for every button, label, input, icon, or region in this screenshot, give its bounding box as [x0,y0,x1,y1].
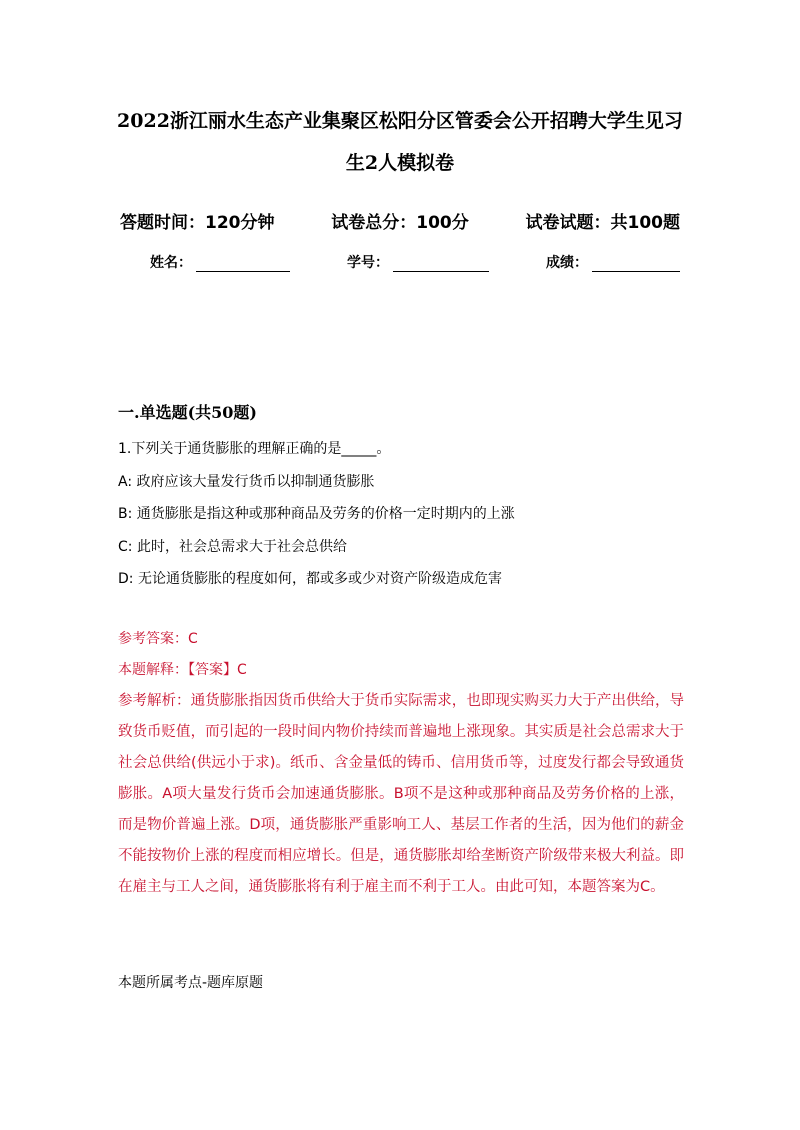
reference-answer: 参考答案：C [118,631,198,647]
student-id-label: 学号： [347,255,389,271]
exam-total-score: 试卷总分：100分 [331,213,469,233]
exam-meta [120,208,680,233]
name-field [150,252,290,272]
name-label: 姓名： [150,255,192,271]
exam-time: 答题时间：120分钟 [120,213,275,233]
answer-analysis: 参考解析：通货膨胀指因货币供给大于货币实际需求，也即现实购买力大于产出供给，导致货币贬值，而引起的一段时间内物价持续而普遍地上涨现象。其实质是社会总需求大于社会总供给(供远小于求)。纸币、含金量低的铸币、信用货币等，过度发行都会导致通货膨胀。A项大量发行货币会加速通货膨胀。B项不是这种或那种商品及劳务价格的上涨，而是物价普遍上涨。D项，通货膨胀严重影响工人、基层工作者的生活，因为他们的薪金不能按物价上涨的程度而相应增长。但是，通货膨胀却给垄断资产阶级带来极大利益。即在雇主与工人之间，通货膨胀将有利于雇主而不利于工人。由此可知，本题答案为C。 [118,693,684,895]
exam-title-line-2: 生2人模拟卷 [345,152,455,174]
option-a: A: 政府应该大量发行货币以抑制通货膨胀 [118,474,375,490]
score-field [546,252,680,272]
answer-explanation: 本题解释：【答案】C [118,662,247,678]
score-blank [592,255,680,272]
score-label: 成绩： [546,255,588,271]
topic-note: 本题所属考点-题库原题 [118,975,264,991]
section-heading: 一.单选题(共50题) [118,403,257,422]
exam-question-count: 试卷试题：共100题 [525,213,680,233]
option-c: C: 此时，社会总需求大于社会总供给 [118,539,347,555]
option-b: B: 通货膨胀是指这种或那种商品及劳务的价格一定时期内的上涨 [118,506,515,522]
student-id-blank [393,255,489,272]
question-stem: 1.下列关于通货膨胀的理解正确的是_____。 [118,441,391,457]
name-blank [196,255,290,272]
student-id-field [347,252,489,272]
exam-title-line-1: 2022浙江丽水生态产业集聚区松阳分区管委会公开招聘大学生见习 [117,110,683,132]
student-fields [150,252,680,272]
option-d: D: 无论通货膨胀的程度如何，都或多或少对资产阶级造成危害 [118,571,502,587]
